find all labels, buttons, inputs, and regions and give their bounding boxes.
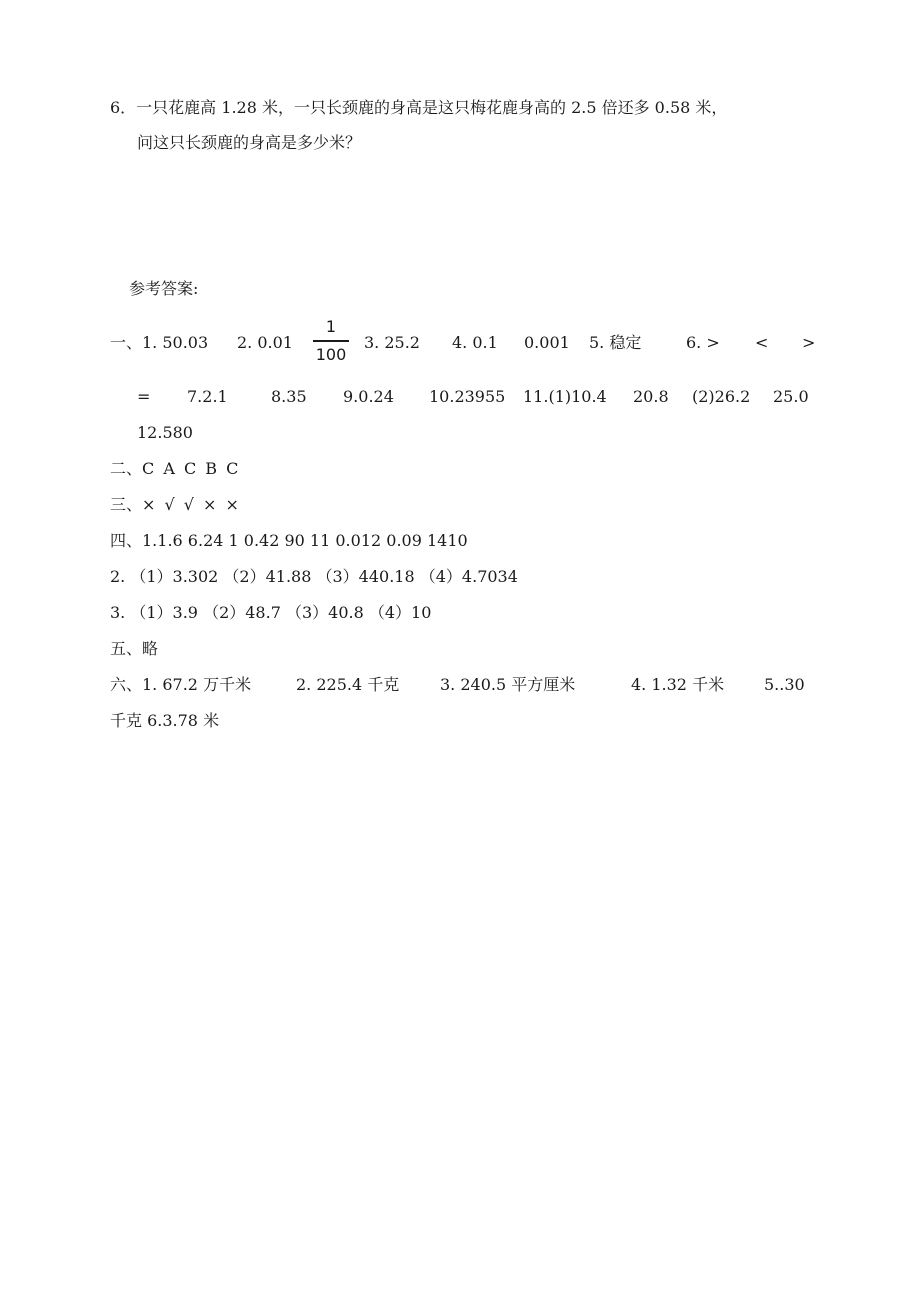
s1-a11b: 20.8 bbox=[633, 387, 669, 406]
section-6-a1: 六、1. 67.2 万千米 bbox=[110, 675, 252, 694]
section-6-a2: 2. 225.4 千克 bbox=[296, 675, 400, 694]
question-6-line-1: 6．一只花鹿高 1.28 米，一只长颈鹿的身高是这只梅花鹿身高的 2.5 倍还多 0.58 米， bbox=[110, 98, 728, 117]
answers-heading: 参考答案: bbox=[129, 279, 199, 298]
s1-a6: 6. > bbox=[686, 333, 720, 352]
section-4-row-3: 3. （1）3.9 （2）48.7 （3）40.8 （4）10 bbox=[110, 603, 432, 622]
s1-a9: 9.0.24 bbox=[343, 387, 394, 406]
s1-a5: 5. 稳定 bbox=[589, 333, 642, 352]
s1-a6b: < bbox=[755, 333, 769, 352]
section-6-a5: 5..30 bbox=[764, 675, 805, 694]
section-6-a3: 3. 240.5 平方厘米 bbox=[440, 675, 576, 694]
s1-a11c: (2)26.2 bbox=[692, 387, 751, 406]
section-5-answers: 五、略 bbox=[110, 639, 159, 658]
section-3-answers: 三、× √ √ × × bbox=[110, 495, 239, 514]
section-2-answers: 二、C A C B C bbox=[110, 459, 239, 478]
fraction-one-hundredth bbox=[311, 317, 351, 365]
section-6-row-2: 千克 6.3.78 米 bbox=[110, 711, 220, 730]
s1-a3: 3. 25.2 bbox=[364, 333, 420, 352]
s1-prefix: 一、1. 50.03 bbox=[110, 333, 209, 352]
question-6-line-2: 问这只长颈鹿的身高是多少米？ bbox=[137, 133, 362, 152]
s1-a8: 8.35 bbox=[271, 387, 307, 406]
fraction-denominator: 100 bbox=[315, 344, 347, 364]
s1-a7: 7.2.1 bbox=[187, 387, 228, 406]
s1-a2: 2. 0.01 bbox=[237, 333, 293, 352]
s1-a12: 12.580 bbox=[137, 423, 193, 442]
section-4-row-2: 2. （1）3.302 （2）41.88 （3）440.18 （4）4.7034 bbox=[110, 567, 518, 586]
s1-a6c: > bbox=[802, 333, 816, 352]
s1-a4: 4. 0.1 bbox=[452, 333, 498, 352]
s1-a10: 10.23955 bbox=[429, 387, 506, 406]
fraction-numerator: 1 bbox=[325, 317, 337, 336]
s1-a11d: 25.0 bbox=[773, 387, 809, 406]
s1-eq: = bbox=[137, 387, 151, 406]
fraction-bar bbox=[313, 340, 349, 342]
section-6-a4: 4. 1.32 千米 bbox=[631, 675, 725, 694]
s1-a11: 11.(1)10.4 bbox=[523, 387, 607, 406]
section-4-row-1: 四、1.1.6 6.24 1 0.42 90 11 0.012 0.09 1410 bbox=[110, 531, 468, 550]
s1-a4b: 0.001 bbox=[524, 333, 570, 352]
